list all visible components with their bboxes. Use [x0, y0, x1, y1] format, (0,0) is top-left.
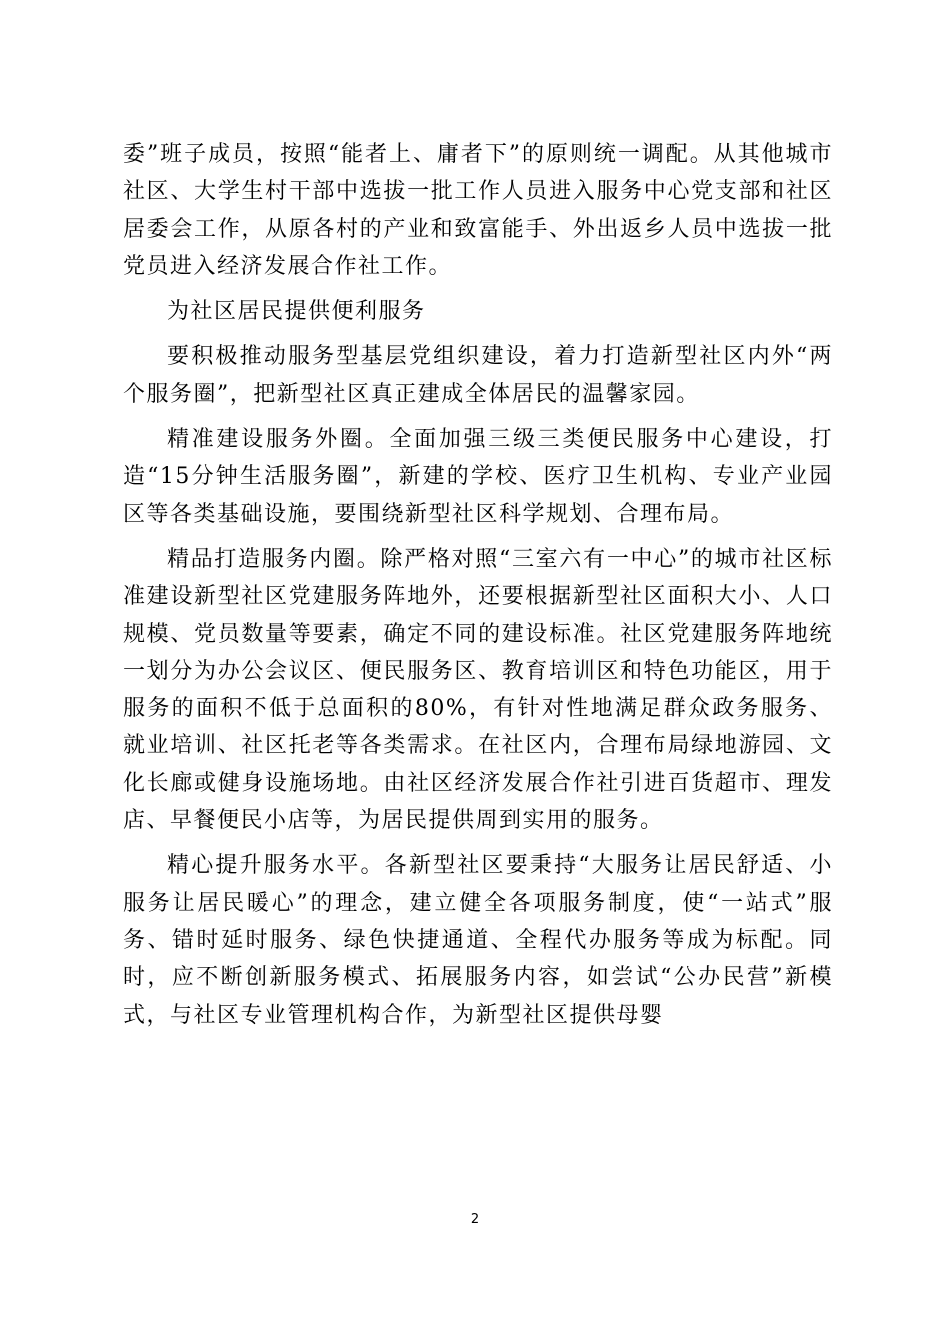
paragraph-continuation: 委”班子成员，按照“能者上、庸者下”的原则统一调配。从其他城市社区、大学生村干部中选拔一批工作人员进入服务中心党支部和社区居委会工作，从原各村的产业和致富能手、外出返乡人员中选拔一批党员进入经济发展合作社工作。 — [123, 142, 833, 279]
page-number: 2 — [470, 1212, 480, 1227]
paragraph-service-level: 精心提升服务水平。各新型社区要秉持“大服务让居民舒适、小服务让居民暖心”的理念，建立健全各项服务制度，使“一站式”服务、错时延时服务、绿色快捷通道、全程代办服务等成为标配。同时，应不断创新服务模式、拓展服务内容，如尝试“公办民营”新模式，与社区专业管理机构合作，为新型社区提供母婴 — [123, 853, 833, 1028]
section-heading: 为社区居民提供便利服务 — [167, 299, 426, 325]
document-body — [123, 136, 833, 1034]
paragraph-intro: 要积极推动服务型基层党组织建设，着力打造新型社区内外“两个服务圈”，把新型社区真正建成全体居民的温馨家园。 — [123, 344, 833, 407]
paragraph-outer-circle: 精准建设服务外圈。全面加强三级三类便民服务中心建设，打造“15分钟生活服务圈”，新建的学校、医疗卫生机构、专业产业园区等各类基础设施，要围绕新型社区科学规划、合理布局。 — [123, 427, 833, 527]
paragraph-inner-circle: 精品打造服务内圈。除严格对照“三室六有一中心”的城市社区标准建设新型社区党建服务阵地外，还要根据新型社区面积大小、人口规模、党员数量等要素，确定不同的建设标准。社区党建服务阵地统一划分为办公会议区、便民服务区、教育培训区和特色功能区，用于服务的面积不低于总面积的80%，有针对性地满足群众政务服务、就业培训、社区托老等各类需求。在社区内，合理布局绿地游园、文化长廊或健身设施场地。由社区经济发展合作社引进百货超市、理发店、早餐便民小店等，为居民提供周到实用的服务。 — [123, 546, 833, 834]
